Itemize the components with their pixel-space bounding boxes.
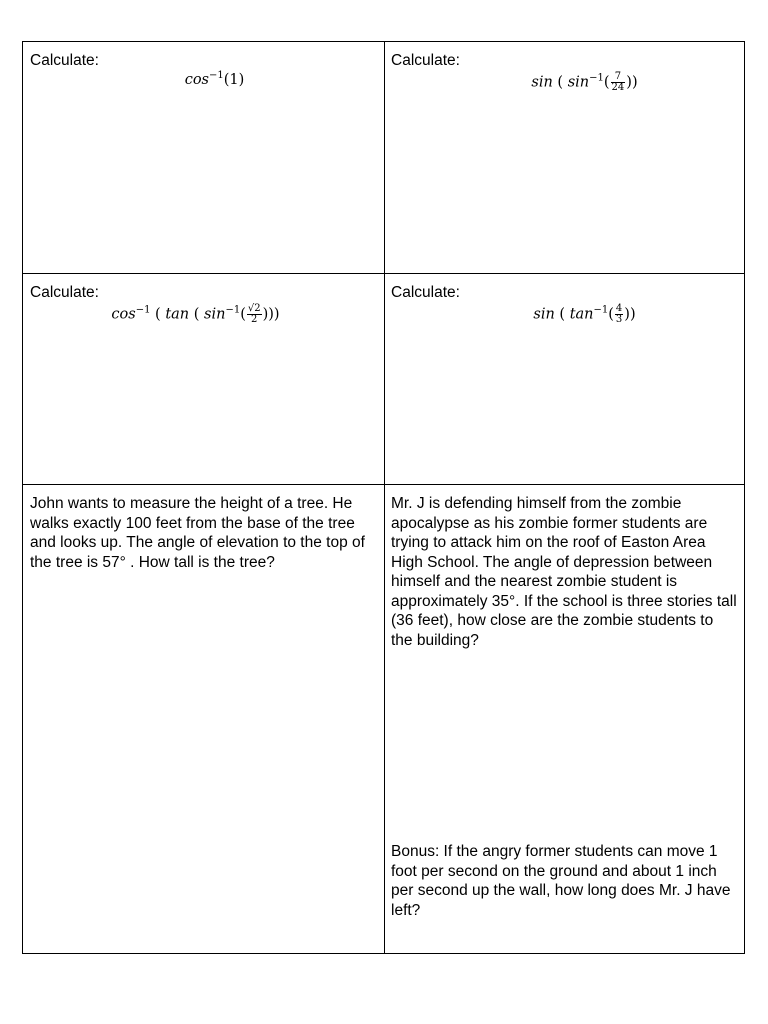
eq3-exp1: −1	[135, 304, 151, 316]
problem-1-label: Calculate:	[30, 52, 99, 69]
eq2-pre: (	[603, 74, 610, 91]
eq3-exp2: −1	[225, 304, 241, 316]
eq4-close: ))	[624, 306, 636, 323]
eq3-open2: (	[189, 306, 205, 323]
worksheet-grid	[22, 41, 745, 954]
eq3-outer: cos	[111, 306, 136, 323]
eq2-numerator: 7	[611, 72, 626, 83]
eq3-fraction	[247, 304, 262, 325]
eq2-outer: sin	[531, 74, 553, 91]
problem-4-label: Calculate:	[391, 284, 460, 301]
eq4-fraction	[615, 304, 623, 325]
eq1-arg: (1)	[223, 72, 245, 88]
eq2-exp: −1	[589, 72, 604, 84]
eq4-exp: −1	[593, 304, 609, 316]
problem-2-equation	[431, 72, 738, 93]
problem-cell-6	[384, 485, 745, 954]
eq1-fn: cos	[184, 72, 209, 88]
eq4-inner: tan	[569, 306, 594, 323]
problem-3-label: Calculate:	[30, 284, 99, 301]
eq3-denominator: 2	[251, 314, 258, 325]
tree-word-problem: John wants to measure the height of a tree. He walks exactly 100 feet from the base of the tree and looks up. The angle of elevation to the top of the tree is 57° . How tall is the tree?	[30, 495, 365, 571]
problem-cell-3	[23, 274, 384, 485]
eq4-numerator: 4	[615, 303, 623, 314]
bonus-question: Bonus: If the angry former students can move 1 foot per second on the ground and about 1 inch per second up the wall, how long does Mr. J have left?	[391, 843, 731, 919]
eq2-inner: sin	[567, 74, 590, 91]
zombie-word-problem: Mr. J is defending himself from the zombie apocalypse as his zombie former students are trying to attack him on the roof of Easton Area High School. The angle of depression between himself and the nearest zombie student is approximately 35°. If the school is three stories tall (36 feet), how close are the zombie students to the building?	[391, 495, 737, 649]
eq2-open: (	[552, 74, 568, 91]
problem-cell-1	[23, 42, 384, 274]
eq3-open: (	[150, 306, 166, 323]
eq3-mid: tan	[165, 306, 190, 323]
problem-2-label: Calculate:	[391, 52, 460, 69]
eq3-close: )))	[262, 306, 280, 323]
eq3-pre: (	[240, 306, 246, 323]
eq2-fraction	[611, 72, 626, 93]
eq3-inner: sin	[204, 306, 226, 323]
eq1-exp: −1	[209, 70, 224, 81]
eq2-close: ))	[626, 74, 638, 91]
eq3-numerator: √2	[247, 303, 261, 314]
eq4-open: (	[554, 306, 570, 323]
problem-cell-5	[23, 485, 384, 954]
problem-1-equation	[52, 72, 377, 88]
eq4-outer: sin	[533, 306, 555, 323]
eq4-denominator: 3	[615, 314, 623, 325]
problem-cell-2	[384, 42, 745, 274]
eq4-pre: (	[608, 306, 614, 323]
problem-cell-4	[384, 274, 745, 485]
eq2-denominator: 24	[611, 82, 625, 93]
problem-3-equation	[14, 304, 377, 325]
problem-4-equation	[431, 304, 738, 325]
